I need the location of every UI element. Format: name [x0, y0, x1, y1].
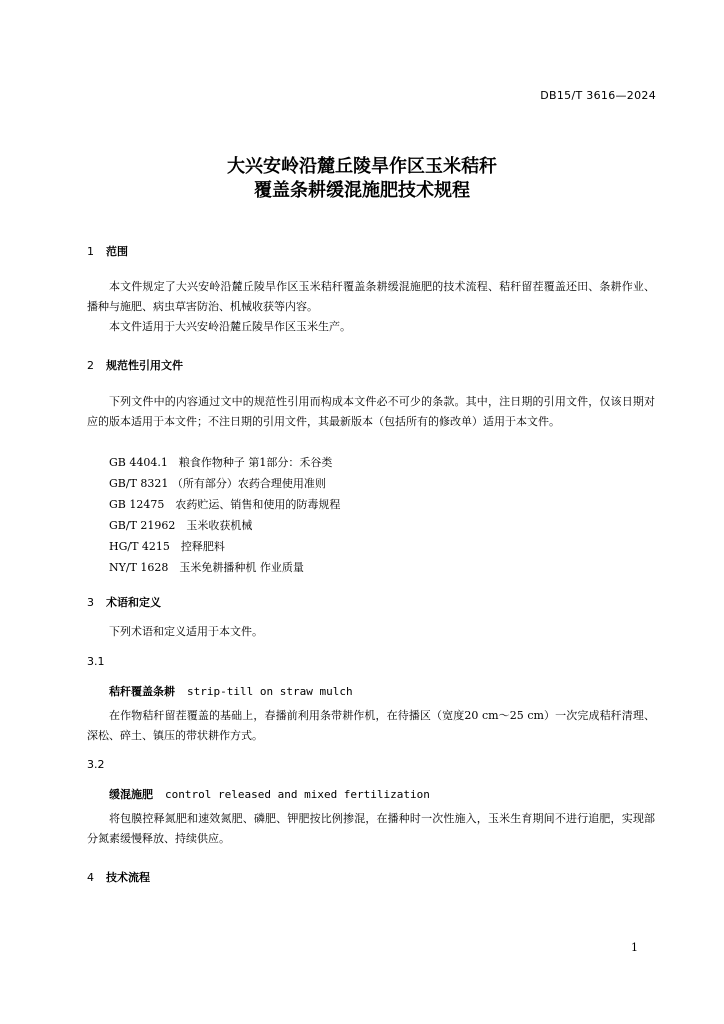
term-definition: 在作物秸秆留茬覆盖的基础上，春播前利用条带耕作机，在待播区（宽度20 cm～25 cm）一次完成秸秆清理、深松、碎土、镇压的带状耕作方式。 — [87, 709, 655, 742]
section-2-heading — [87, 357, 183, 373]
term-english: strip-till on straw mulch — [187, 685, 353, 698]
term-number: 3.1 — [87, 655, 105, 668]
document-title — [0, 155, 724, 203]
reference-item: GB 12475 农药贮运、销售和使用的防毒规程 — [109, 498, 341, 511]
term-heading — [109, 786, 430, 802]
term-english: control released and mixed fertilization — [165, 788, 430, 801]
section-title: 技术流程 — [106, 871, 150, 884]
reference-item: GB/T 8321 （所有部分）农药合理使用准则 — [109, 477, 326, 490]
title-line-2: 覆盖条耕缓混施肥技术规程 — [254, 180, 470, 201]
reference-item: HG/T 4215 控释肥料 — [109, 540, 225, 553]
section-number: 2 — [87, 359, 94, 372]
section-1-heading — [87, 243, 128, 259]
reference-item: GB/T 21962 玉米收获机械 — [109, 519, 253, 532]
section-number: 1 — [87, 245, 94, 258]
reference-item: GB 4404.1 粮食作物种子 第1部分：禾谷类 — [109, 456, 333, 469]
section-3-heading — [87, 594, 161, 610]
section-number: 3 — [87, 596, 94, 609]
section-3-intro: 下列术语和定义适用于本文件。 — [109, 625, 263, 638]
section-4-heading — [87, 869, 150, 885]
term-definition: 将包膜控释氮肥和速效氮肥、磷肥、钾肥按比例掺混，在播种时一次性施入，玉米生育期间不进行追肥，实现部分氮素缓慢释放、持续供应。 — [87, 812, 655, 845]
section-title: 范围 — [106, 245, 128, 258]
section-number: 4 — [87, 871, 94, 884]
section-2-paragraph: 下列文件中的内容通过文中的规范性引用而构成本文件必不可少的条款。其中，注日期的引用文件，仅该日期对应的版本适用于本文件；不注日期的引用文件，其最新版本（包括所有的修改单）适用于本文件。 — [87, 395, 655, 428]
title-line-1: 大兴安岭沿麓丘陵旱作区玉米秸秆 — [227, 156, 497, 177]
section-1-paragraph-1: 本文件规定了大兴安岭沿麓丘陵旱作区玉米秸秆覆盖条耕缓混施肥的技术流程、秸秆留茬覆盖还田、条耕作业、播种与施肥、病虫草害防治、机械收获等内容。 — [87, 280, 655, 313]
section-title: 规范性引用文件 — [106, 359, 183, 372]
term-chinese: 缓混施肥 — [109, 788, 153, 801]
term-chinese: 秸秆覆盖条耕 — [109, 685, 175, 698]
term-heading — [109, 683, 353, 699]
reference-item: NY/T 1628 玉米免耕播种机 作业质量 — [109, 561, 304, 574]
page-number: 1 — [631, 941, 638, 954]
term-number: 3.2 — [87, 758, 105, 771]
section-1-paragraph-2: 本文件适用于大兴安岭沿麓丘陵旱作区玉米生产。 — [109, 320, 351, 333]
document-code: DB15/T 3616—2024 — [540, 89, 656, 102]
section-title: 术语和定义 — [106, 596, 161, 609]
